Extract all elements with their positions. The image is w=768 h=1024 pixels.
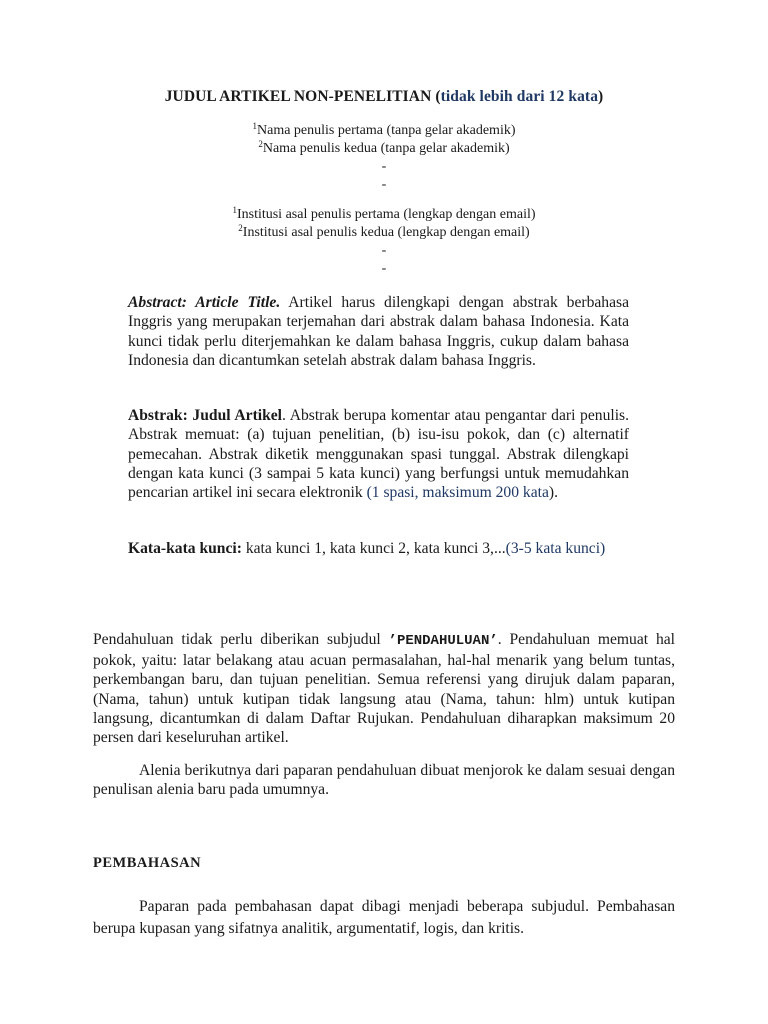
- intro-paragraph-2: Alenia berikutnya dari paparan pendahuluan dibuat menjorok ke dalam sesuai dengan penulisan alenia baru pada umumnya.: [93, 762, 675, 799]
- intro-subheading-mention: ’PENDAHULUAN’: [388, 633, 498, 649]
- author-line-2: $^2$Nama penulis kedua (tanpa gelar akademik): [258, 139, 510, 156]
- institution-name: Institusi asal penulis kedua (lengkap dengan email): [242, 225, 530, 240]
- keywords-label: Kata-kata kunci:: [128, 540, 242, 557]
- intro-paragraph-1: Pendahuluan tidak perlu diberikan subjudul ’PENDAHULUAN’. Pendahuluan memuat hal pokok, yaitu: latar belakang atau acuan permasalahan, hal-hal menarik yang belum tuntas, perkembangan baru, dan tujuan penelitian. Semua referensi yang dirujuk dalam paparan, (Nama, tahun) untuk kutipan tidak langsung atau (Nama, tahun: hlm) untuk kutipan langsung, dicantumkan di dalam Daftar Rujukan. Pendahuluan diharapkan maksimum 20 persen dari keseluruhan artikel.: [93, 631, 675, 747]
- author-placeholder-dash: -: [381, 159, 387, 174]
- author-list: [0, 122, 768, 194]
- institution-line-2: $^2$Institusi asal penulis kedua (lengkap dengan email): [238, 223, 530, 240]
- section-heading: PEMBAHASAN: [93, 855, 202, 871]
- keywords: [128, 539, 629, 558]
- abstract-indonesian-text: . Abstrak berupa komentar atau pengantar dari penulis. Abstrak memuat: (a) tujuan penelitian, (b) isu-isu pokok, dan (c) alternatif pemecahan. Abstrak diketik menggunakan spasi tunggal. Abstrak dilengkapi dengan kata kunci (3 sampai 5 kata kunci) yang berfungsi untuk memudahkan pencarian artikel ini secara elektronik: [128, 407, 630, 502]
- title-paren-open: (: [431, 88, 441, 105]
- article-title: [0, 88, 768, 106]
- institution-name: Institusi asal penulis pertama (lengkap dengan email): [236, 207, 536, 222]
- institution-list: [0, 206, 768, 278]
- section-paragraph-1: Paparan pada pembahasan dapat dibagi menjadi beberapa subjudul. Pembahasan berupa kupasan yang sifatnya analitik, argumentatif, logis, dan kritis.: [93, 898, 675, 937]
- abstract-indonesian-label: Abstrak: Judul Artikel: [128, 407, 283, 424]
- abstract-indonesian: [128, 406, 629, 502]
- abstract-english-label: Abstract: Article Title.: [128, 294, 281, 311]
- abstract-english-text: Artikel harus dilengkapi dengan abstrak berbahasa Inggris yang merupakan terjemahan dari abstrak dalam bahasa Indonesia. Kata kunci tidak perlu diterjemahkan ke dalam bahasa Inggris, cukup dalam bahasa Indonesia dan dicantumkan setelah abstrak dalam bahasa Inggris.: [128, 294, 630, 369]
- institution-placeholder-dash: -: [381, 243, 387, 258]
- institution-line-1: $^1$Institusi asal penulis pertama (lengkap dengan email): [232, 205, 536, 222]
- institution-placeholder-dash: -: [381, 261, 387, 276]
- author-name: Nama penulis kedua (tanpa gelar akademik): [262, 141, 510, 156]
- title-paren-close: ): [598, 88, 604, 105]
- abstract-length-note: (1 spasi, maksimum 200 kata: [366, 484, 549, 502]
- author-name: Nama penulis pertama (tanpa gelar akademik): [257, 123, 516, 138]
- abstract-english: [128, 293, 629, 370]
- title-main: JUDUL ARTIKEL NON-PENELITIAN: [164, 88, 432, 105]
- keywords-count-note: (3-5 kata kunci): [505, 540, 606, 557]
- keywords-text: kata kunci 1, kata kunci 2, kata kunci 3,...: [241, 540, 506, 557]
- author-line-1: $^1$Nama penulis pertama (tanpa gelar akademik): [252, 121, 516, 138]
- abstract-note-close: ).: [548, 484, 558, 502]
- title-word-limit-hint: tidak lebih dari 12 kata: [440, 88, 599, 105]
- author-placeholder-dash: -: [381, 177, 387, 192]
